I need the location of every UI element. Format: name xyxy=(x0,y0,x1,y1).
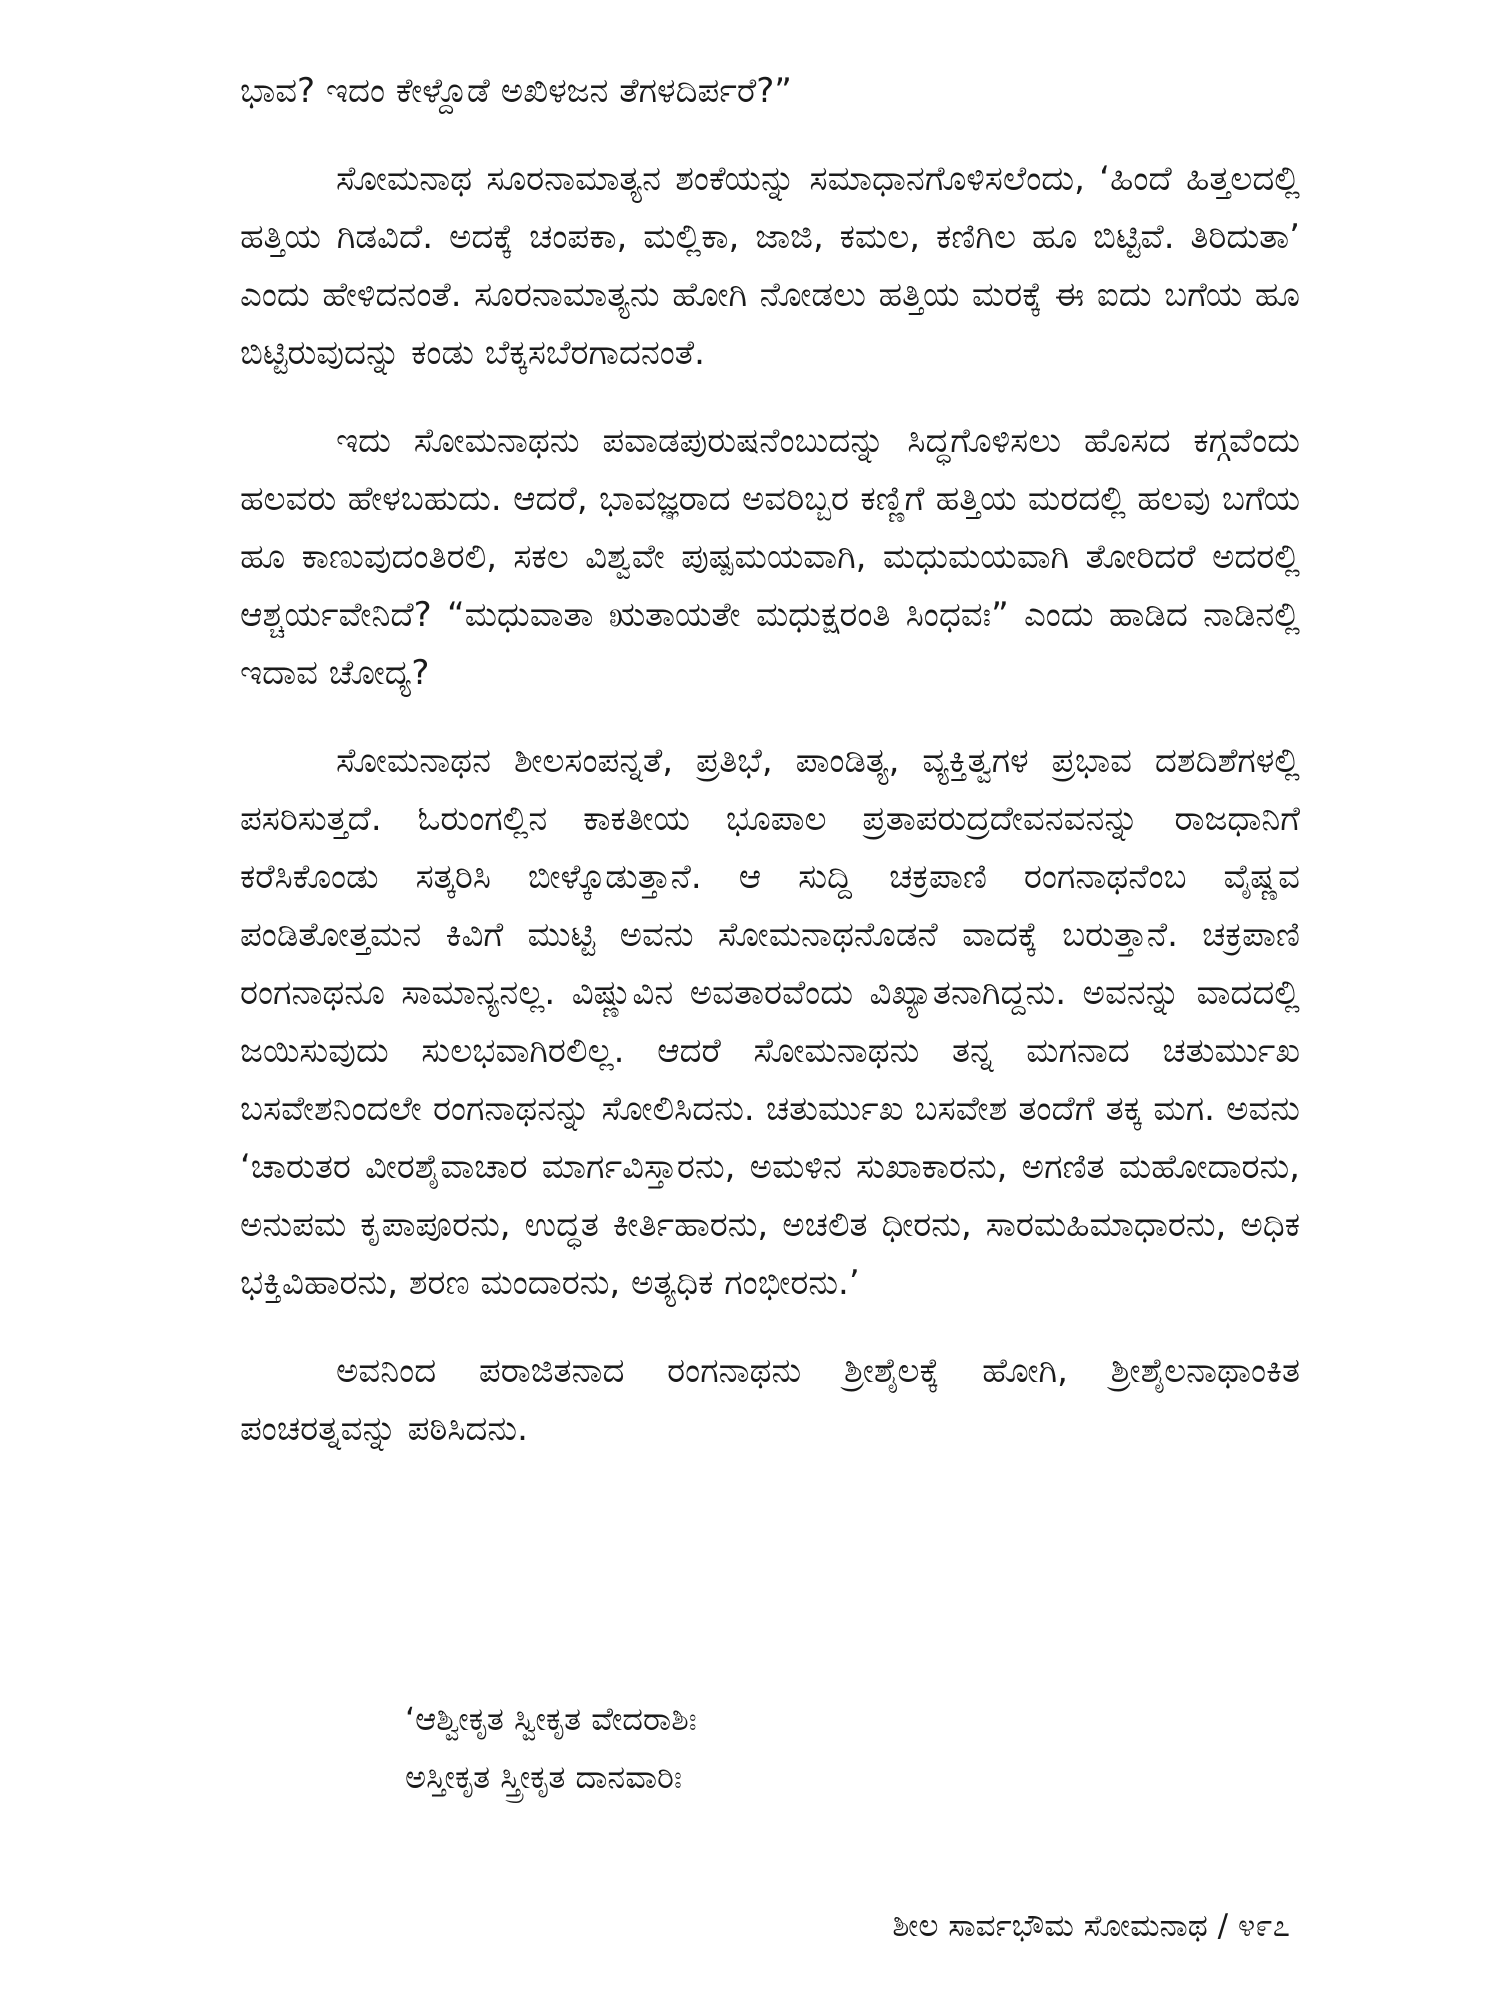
paragraph-3: ಇದು ಸೋಮನಾಥನು ಪವಾಡಪುರುಷನೆಂಬುದನ್ನು ಸಿದ್ಧಗೊಳಿಸಲು ಹೊಸದ ಕಗ್ಗವೆಂದು ಹಲವರು ಹೇಳಬಹುದು. ಆದರೆ, ಭಾವಜ್ಞರಾದ ಅವರಿಬ್ಬರ ಕಣ್ಣಿಗೆ ಹತ್ತಿಯ ಮರದಲ್ಲಿ ಹಲವು ಬಗೆಯ ಹೂ ಕಾಣುವುದಂತಿರಲಿ, ಸಕಲ ವಿಶ್ವವೇ ಪುಷ್ಪಮಯವಾಗಿ, ಮಧುಮಯವಾಗಿ ತೋರಿದರೆ ಅದರಲ್ಲಿ ಆಶ್ಚರ್ಯವೇನಿದೆ? “ಮಧುವಾತಾ ಋತಾಯತೇ ಮಧುಕ್ಷರಂತಿ ಸಿಂಧವಃ” ಎಂದು ಹಾಡಿದ ನಾಡಿನಲ್ಲಿ ಇದಾವ ಚೋದ್ಯ? xyxy=(240,421,1300,693)
verse-line-1: ‘ಆಶ್ವೀಕೃತ ಸ್ವೀಕೃತ ವೇದರಾಶಿಃ xyxy=(405,1700,697,1738)
page-footer: ಶೀಲ ಸಾರ್ವಭೌಮ ಸೋಮನಾಥ / ೪೯೭ xyxy=(892,1908,1290,1944)
paragraph-5: ಅವನಿಂದ ಪರಾಜಿತನಾದ ರಂಗನಾಥನು ಶ್ರೀಶೈಲಕ್ಕೆ ಹೋಗಿ, ಶ್ರೀಶೈಲನಾಥಾಂಕಿತ ಪಂಚರತ್ನವನ್ನು ಪಠಿಸಿದನು. xyxy=(240,1351,1300,1449)
paragraph-4: ಸೋಮನಾಥನ ಶೀಲಸಂಪನ್ನತೆ, ಪ್ರತಿಭೆ, ಪಾಂಡಿತ್ಯ, ವ್ಯಕ್ತಿತ್ವಗಳ ಪ್ರಭಾವ ದಶದಿಶೆಗಳಲ್ಲಿ ಪಸರಿಸುತ್ತದೆ. ಓರುಂಗಲ್ಲಿನ ಕಾಕತೀಯ ಭೂಪಾಲ ಪ್ರತಾಪರುದ್ರದೇವನವನನ್ನು ರಾಜಧಾನಿಗೆ ಕರೆಸಿಕೊಂಡು ಸತ್ಕರಿಸಿ ಬೀಳ್ಕೊಡುತ್ತಾನೆ. ಆ ಸುದ್ದಿ ಚಕ್ರಪಾಣಿ ರಂಗನಾಥನೆಂಬ ವೈಷ್ಣವ ಪಂಡಿತೋತ್ತಮನ ಕಿವಿಗೆ ಮುಟ್ಟಿ ಅವನು ಸೋಮನಾಥನೊಡನೆ ವಾದಕ್ಕೆ ಬರುತ್ತಾನೆ. ಚಕ್ರಪಾಣಿ ರಂಗನಾಥನೂ ಸಾಮಾನ್ಯನಲ್ಲ. ವಿಷ್ಣುವಿನ ಅವತಾರವೆಂದು ವಿಖ್ಯಾತನಾಗಿದ್ದನು. ಅವನನ್ನು ವಾದದಲ್ಲಿ ಜಯಿಸುವುದು ಸುಲಭವಾಗಿರಲಿಲ್ಲ. ಆದರೆ ಸೋಮನಾಥನು ತನ್ನ ಮಗನಾದ ಚತುರ್ಮುಖ ಬಸವೇಶನಿಂದಲೇ ರಂಗನಾಥನನ್ನು ಸೋಲಿಸಿದನು. ಚತುರ್ಮುಖ ಬಸವೇಶ ತಂದೆಗೆ ತಕ್ಕ ಮಗ. ಅವನು ‘ಚಾರುತರ ವೀರಶೈವಾಚಾರ ಮಾರ್ಗವಿಸ್ತಾರನು, ಅಮಳಿನ ಸುಖಾಕಾರನು, ಅಗಣಿತ ಮಹೋದಾರನು, ಅನುಪಮ ಕೃಪಾಪೂರನು, ಉದ್ಧತ ಕೀರ್ತಿಹಾರನು, ಅಚಲಿತ ಧೀರನು, ಸಾರಮಹಿಮಾಧಾರನು, ಅಧಿಕ ಭಕ್ತಿವಿಹಾರನು, ಶರಣ ಮಂದಾರನು, ಅತ್ಯಧಿಕ ಗಂಭೀರನು.’ xyxy=(240,741,1300,1303)
verse-line-2: ಅಸ್ತೀಕೃತ ಸ್ತ್ರೀಕೃತ ದಾನವಾರಿಃ xyxy=(405,1758,682,1796)
paragraph-2: ಸೋಮನಾಥ ಸೂರನಾಮಾತ್ಯನ ಶಂಕೆಯನ್ನು ಸಮಾಧಾನಗೊಳಿಸಲೆಂದು, ‘ಹಿಂದೆ ಹಿತ್ತಲದಲ್ಲಿ ಹತ್ತಿಯ ಗಿಡವಿದೆ. ಅದಕ್ಕೆ ಚಂಪಕಾ, ಮಲ್ಲಿಕಾ, ಜಾಜಿ, ಕಮಲ, ಕಣಿಗಿಲ ಹೂ ಬಿಟ್ಟಿವೆ. ತಿರಿದುತಾ’ ಎಂದು ಹೇಳಿದನಂತೆ. ಸೂರನಾಮಾತ್ಯನು ಹೋಗಿ ನೋಡಲು ಹತ್ತಿಯ ಮರಕ್ಕೆ ಈ ಐದು ಬಗೆಯ ಹೂ ಬಿಟ್ಟಿರುವುದನ್ನು ಕಂಡು ಬೆಕ್ಕಸಬೆರಗಾದನಂತೆ. xyxy=(240,159,1300,373)
paragraph-1: ಭಾವ? ಇದಂ ಕೇಳ್ದೊಡೆ ಅಖಿಳಜನ ತೆಗಳದಿರ್ಪರೆ?” xyxy=(240,71,792,111)
verse-block xyxy=(405,1690,697,1806)
body-text xyxy=(240,62,1300,1458)
